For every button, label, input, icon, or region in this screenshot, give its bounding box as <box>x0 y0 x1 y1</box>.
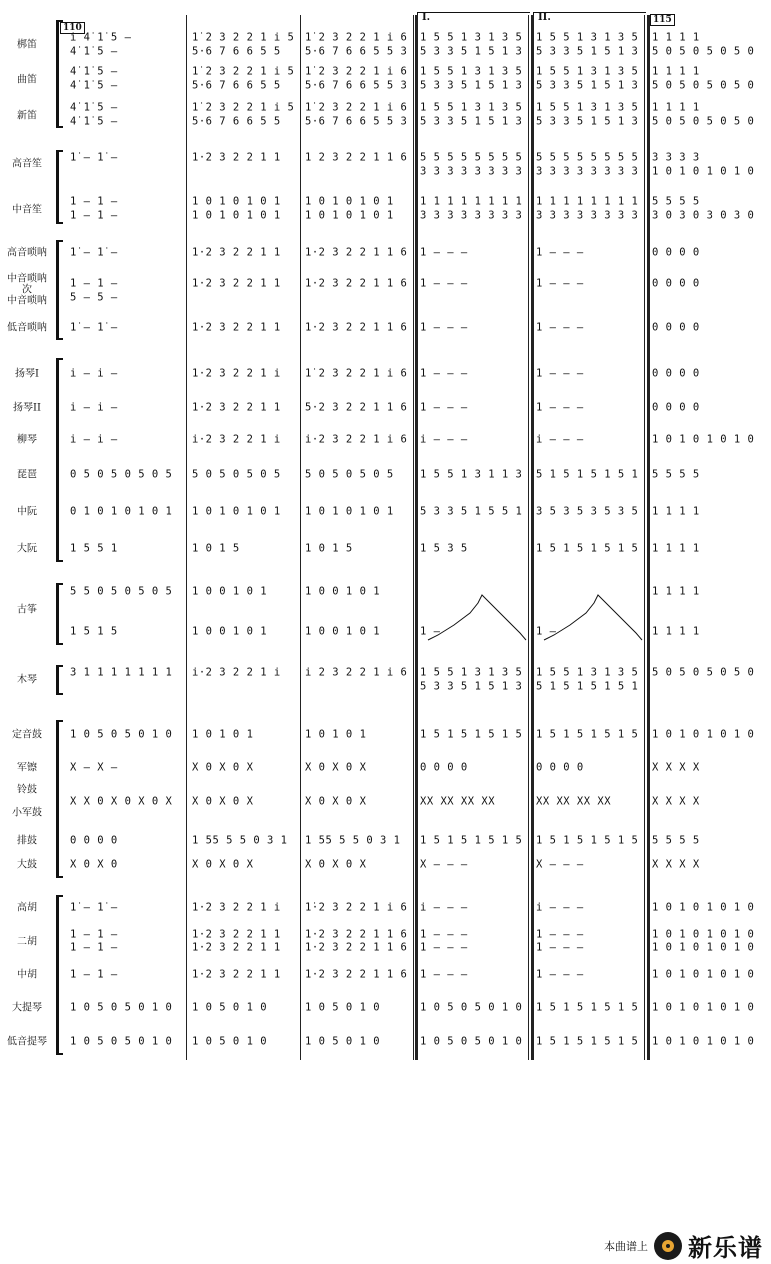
measure-cell-lower: 1 0 0 1 0 1 <box>305 625 381 638</box>
measure-cell-lower: 3 3 3 3 3 3 3 3 <box>420 209 523 222</box>
measure-cell: X 0 X 0 X <box>305 858 367 871</box>
measure-cell-lower: 1 0 1 0 1 0 1 0 <box>652 165 755 178</box>
label-diyin-tiqin: 低音提琴 <box>7 1036 47 1048</box>
measure-cell: 1·2 3 2 2 1 1 <box>192 321 281 334</box>
bracket-plucked-group <box>56 358 59 562</box>
measure-cell: 1 0 1 0 1 0 1 <box>192 505 281 518</box>
measure-cell: 1̇ 2 3 2 2 1 i 5 <box>192 101 295 114</box>
measure-cell-lower: 5 3 3 5 1 5 1 3 <box>420 115 523 128</box>
label-junbo: 军镲 <box>17 762 37 774</box>
measure-cell: X 0 X 0 X <box>305 761 367 774</box>
measure-cell: 1 0 0 1 0 1 <box>192 585 268 598</box>
measure-cell-lower: 4̇ 1̇ 5 — <box>70 79 118 92</box>
measure-cell-lower: 1 — <box>536 625 557 638</box>
measure-cell: 5 5 5 5 5 5 5 5 <box>420 151 523 164</box>
measure-cell: 0 0 0 0 <box>652 367 700 380</box>
rehearsal-mark-110: 110 <box>60 22 85 34</box>
measure-cell: 1 0 5 0 1 0 <box>192 1035 268 1048</box>
label-zhongyin-suona: 中音唢呐 次 中音唢呐 <box>7 273 47 307</box>
measure-cell: 1 — 1 — <box>70 195 118 208</box>
measure-cell-lower: 5·6 7 6 6 5 5 3 <box>305 79 408 92</box>
measure-cell: i — — — <box>420 901 468 914</box>
measure-cell: 1 — — — <box>420 968 468 981</box>
measure-cell: 3 1 1 1 1 1 1 1 <box>70 666 173 679</box>
measure-cell-lower: 5 1 5 1 5 1 5 1 <box>536 680 639 693</box>
measure-cell-lower: 4̇ 1̇ 5 — <box>70 45 118 58</box>
measure-cell: 5 5 0 5 0 5 0 5 <box>70 585 173 598</box>
measure-cell: 0 0 0 0 <box>652 321 700 334</box>
measure-cell: 1 0 1 0 1 0 1 0 <box>652 901 755 914</box>
label-bangdi: 梆笛 <box>17 39 37 51</box>
measure-cell: 5 5 5 5 5 5 5 5 <box>536 151 639 164</box>
measure-cell: 1 0 1 5 <box>305 542 353 555</box>
measure-cell: 1·2 3 2 2 1 1 <box>192 151 281 164</box>
measure-cell: i — — — <box>420 433 468 446</box>
measure-cell-lower: 1 — 1 — <box>70 941 118 954</box>
barline-repeat-end <box>528 15 529 1060</box>
rehearsal-mark-115: 115 <box>650 14 675 26</box>
measure-cell: 1 0 1 0 1 <box>305 728 367 741</box>
measure-cell-lower: 5·6 7 6 6 5 5 <box>192 79 281 92</box>
measure-cell: 1̇ — 1̇ — <box>70 901 118 914</box>
measure-cell: X 0 X 0 X <box>192 858 254 871</box>
measure-cell: i̇ — i̇ — <box>70 401 118 414</box>
measure-cell: 1̇ 2 3 2 2 1 i 6 <box>305 367 408 380</box>
measure-cell-lower: 1 — 1 — <box>70 209 118 222</box>
measure-cell-lower: 5·6 7 6 6 5 5 <box>192 115 281 128</box>
measure-cell: 1̇ 2 3 2 2 1 i 6 <box>305 101 408 114</box>
measure-cell: 1 0 1 0 1 0 1 <box>305 195 394 208</box>
volta-second-ending: II. <box>533 12 646 23</box>
bracket-guzheng <box>56 583 59 645</box>
label-pipa: 琵琶 <box>17 469 37 481</box>
measure-cell: 1 — — — <box>536 401 584 414</box>
barline-repeat-start <box>415 15 418 1060</box>
measure-cell: 1 5 5 1 3 1 3 5 <box>536 65 639 78</box>
measure-cell: 0 5 0 5 0 5 0 5 <box>70 468 173 481</box>
measure-cell: 1̇ 2 3 2 2 1 i 6 <box>305 65 408 78</box>
measure-cell: 1 5 3 5 <box>420 542 468 555</box>
measure-cell: 1·2 3 2 2 1 1 <box>192 968 281 981</box>
measure-cell: 1 — — — <box>420 277 468 290</box>
measure-cell: 1 — — — <box>536 246 584 259</box>
measure-cell-lower: 1 0 1 0 1 0 1 0 <box>652 941 755 954</box>
measure-cell: 1̇ 2 3 2 2 1 i 5 <box>192 65 295 78</box>
measure-cell: 1 1 1 1 <box>652 585 700 598</box>
measure-cell: 1 55 5 5 0 3 1 <box>192 834 288 847</box>
label-xiao-jungu: 小军鼓 <box>12 807 42 819</box>
measure-cell: 1 5 1 5 1 5 1 5 <box>536 1035 639 1048</box>
measure-cell: 1 5 5 1 3 1 3 5 <box>536 101 639 114</box>
label-gaoyin-sheng: 高音笙 <box>12 158 42 170</box>
measure-cell: 1 0 5 0 1 0 <box>305 1001 381 1014</box>
measure-cell: 0 1 0 1 0 1 0 1 <box>70 505 173 518</box>
measure-cell: 1 — — — <box>420 321 468 334</box>
measure-cell: 0 0 0 0 <box>652 401 700 414</box>
measure-cell-lower: 1 0 1 0 1 0 1 <box>192 209 281 222</box>
measure-cell: 0 0 0 0 <box>536 761 584 774</box>
measure-cell: 1 0 1 0 1 0 1 0 <box>652 968 755 981</box>
measure-cell: 1 0 1 0 1 0 1 0 <box>652 1001 755 1014</box>
label-liuqin: 柳琴 <box>17 434 37 446</box>
measure-cell: 4̇ 1̇ 5 — <box>70 65 118 78</box>
label-qudi: 曲笛 <box>17 74 37 86</box>
barline-6 <box>647 15 650 1060</box>
measure-cell: i̇ — i̇ — <box>70 433 118 446</box>
measure-cell: 1 0 1 0 1 0 1 0 <box>652 928 755 941</box>
measure-cell: 1 1 1 1 1 1 1 1 <box>420 195 523 208</box>
measure-cell: 1 5 5 1 <box>70 542 118 555</box>
measure-cell-lower: 5·6 7 6 6 5 5 <box>192 45 281 58</box>
measure-cell: 1 1 1 1 <box>652 505 700 518</box>
label-yangqin-1: 扬琴I <box>15 368 39 380</box>
measure-cell: 1·2 3 2 2 1 1 6 <box>305 928 408 941</box>
measure-cell: 0 0 0 0 <box>420 761 468 774</box>
measure-cell: X X X X <box>652 858 700 871</box>
measure-cell-lower: 5 3 3 5 1 5 1 3 <box>420 680 523 693</box>
measure-cell: 3 3 3 3 <box>652 151 700 164</box>
measure-cell: 1 0 1 0 1 0 1 0 <box>652 1035 755 1048</box>
measure-cell: 1 — — — <box>420 401 468 414</box>
measure-cell-lower: 5 3 3 5 1 5 1 3 <box>420 45 523 58</box>
measure-cell-lower: 5 3 3 5 1 5 1 3 <box>420 79 523 92</box>
barline-1 <box>186 15 187 1060</box>
measure-cell: 5·2 3 2 2 1 1 6 <box>305 401 408 414</box>
measure-cell: 1 0 5 0 5 0 1 0 <box>70 1001 173 1014</box>
measure-cell-lower: 1 5 1 5 <box>70 625 118 638</box>
measure-cell: X — — — <box>536 858 584 871</box>
measure-cell: 1 1 1 1 <box>652 101 700 114</box>
label-zhongruan: 中阮 <box>17 506 37 518</box>
measure-cell: 1 0 5 0 5 0 1 0 <box>420 1001 523 1014</box>
measure-cell: 1 5 5 1 3 1 1 3 <box>420 468 523 481</box>
label-yangqin-2: 扬琴II <box>13 402 41 414</box>
measure-cell: 5 1 5 1 5 1 5 1 <box>536 468 639 481</box>
measure-cell: 1 — — — <box>536 367 584 380</box>
site-logo: 新乐谱 <box>688 1234 763 1262</box>
measure-cell-lower: 5 0 5 0 5 0 5 0 <box>652 45 755 58</box>
measure-cell: 1 — — — <box>536 321 584 334</box>
measure-cell: 1 0 5 0 1 0 <box>305 1035 381 1048</box>
measure-cell: i·2 3 2 2 1 i <box>192 433 281 446</box>
measure-cell: 1 — 1 — <box>70 968 118 981</box>
measure-cell: 1 0 1 0 1 0 1 0 <box>652 433 755 446</box>
measure-cell: 1·2 3 2 2 1 i <box>192 901 281 914</box>
measure-cell: 1 5 1 5 1 5 1 5 <box>420 728 523 741</box>
measure-cell: i·2 3 2 2 1 i 6 <box>305 433 408 446</box>
measure-cell: 1 — — — <box>420 367 468 380</box>
measure-cell-lower: 4̇ 1̇ 5 — <box>70 115 118 128</box>
guzheng-glissando-1 <box>418 585 528 647</box>
measure-cell: XX XX XX XX <box>536 795 612 808</box>
measure-cell-lower: 3 3 3 3 3 3 3 3 <box>420 165 523 178</box>
measure-cell-lower: 3 0 3 0 3 0 3 0 <box>652 209 755 222</box>
volta-first-ending: I. <box>417 12 530 23</box>
measure-cell: 0 0 0 0 <box>70 834 118 847</box>
bracket-percussion-group <box>56 720 59 878</box>
label-diyin-suona: 低音唢呐 <box>7 322 47 334</box>
measure-cell: 5 5 5 5 <box>652 834 700 847</box>
measure-cell-lower: 1 0 1 0 1 0 1 <box>305 209 394 222</box>
measure-cell: 0 0 0 0 <box>652 246 700 259</box>
measure-cell: 1 — — — <box>536 968 584 981</box>
measure-cell: 5 5 5 5 <box>652 195 700 208</box>
measure-cell: 5 0 5 0 5 0 5 <box>192 468 281 481</box>
measure-cell-lower: 1·2 3 2 2 1 1 6 <box>305 941 408 954</box>
barline-2 <box>300 15 301 1060</box>
measure-cell: 5 5 5 5 <box>652 468 700 481</box>
measure-cell: X X X X <box>652 795 700 808</box>
barline-3 <box>413 15 414 1060</box>
measure-cell: 1 5 1 5 1 5 1 5 <box>536 1001 639 1014</box>
measure-cell: 1·2 3 2 2 1 1 <box>192 246 281 259</box>
measure-cell: 1 0 1 0 1 0 1 0 <box>652 728 755 741</box>
measure-cell-lower: 5 0 5 0 5 0 5 0 <box>652 79 755 92</box>
measure-cell: 1 — 1 — <box>70 277 118 290</box>
measure-cell-lower: 5 3 3 5 1 5 1 3 <box>536 45 639 58</box>
measure-cell: 5 0 5 0 5 0 5 0 <box>652 666 755 679</box>
measure-cell: 1̇ 2 3 2 2 1 i 6 <box>305 31 408 44</box>
measure-cell: X 0 X 0 <box>70 858 118 871</box>
measure-cell: 1·2 3 2 2 1 1 <box>192 277 281 290</box>
measure-cell-lower: 1·2 3 2 2 1 1 <box>192 941 281 954</box>
measure-cell: 1 5 1 5 1 5 1 5 <box>536 542 639 555</box>
measure-cell: 5 0 5 0 5 0 5 <box>305 468 394 481</box>
label-dagu: 大鼓 <box>17 859 37 871</box>
measure-cell-lower: 5 — 5 — <box>70 291 118 304</box>
measure-cell: 1 — — — <box>536 277 584 290</box>
measure-cell: 1 — — — <box>420 246 468 259</box>
label-linggu: 铃鼓 <box>17 784 37 796</box>
measure-cell: 1·2 3 2 2 1 1 6 <box>305 246 408 259</box>
measure-cell: 1̇ — 1̇ — <box>70 321 118 334</box>
measure-cell: i 2 3 2 2 1 i 6 <box>305 666 408 679</box>
measure-cell: 1 2 3 2 2 1 1 6 <box>305 151 408 164</box>
bracket-suona-group <box>56 240 59 340</box>
measure-cell: 1̇ — 1̇ — <box>70 246 118 259</box>
measure-cell: X — X — <box>70 761 118 774</box>
measure-cell: 1 5 5 1 3 1 3 5 <box>536 666 639 679</box>
measure-cell: X X X X <box>652 761 700 774</box>
measure-cell-lower: 5 0 5 0 5 0 5 0 <box>652 115 755 128</box>
measure-cell: 3 5 3 5 3 5 3 5 <box>536 505 639 518</box>
measure-cell-lower: 5·6 7 6 6 5 5 3 <box>305 115 408 128</box>
measure-cell: 1 5 5 1 3 1 3 5 <box>420 101 523 114</box>
measure-cell: 1 0 5 0 1 0 <box>192 1001 268 1014</box>
label-datiqin: 大提琴 <box>12 1002 42 1014</box>
measure-cell: i — — — <box>536 901 584 914</box>
measure-cell: 1̇·2 3 2 2 1 i 6 <box>305 901 408 914</box>
measure-cell: 0 0 0 0 <box>652 277 700 290</box>
measure-cell-lower: 1 — <box>420 625 441 638</box>
measure-cell: i·2 3 2 2 1 i <box>192 666 281 679</box>
measure-cell: 1 0 5 0 5 0 1 0 <box>420 1035 523 1048</box>
measure-cell: 1 — — — <box>420 928 468 941</box>
measure-cell: i̇ 4̇ 1̇ 5 — <box>70 31 132 44</box>
measure-cell: 1 — 1 — <box>70 928 118 941</box>
label-paigu: 排鼓 <box>17 835 37 847</box>
measure-cell-lower: 5 3 3 5 1 5 1 3 <box>536 79 639 92</box>
bracket-dizi-group <box>56 20 59 128</box>
measure-cell: 1 — — — <box>536 928 584 941</box>
measure-cell: 1·2 3 2 2 1 1 6 <box>305 277 408 290</box>
measure-cell-lower: 1 — — — <box>420 941 468 954</box>
measure-cell-lower: 3 3 3 3 3 3 3 3 <box>536 165 639 178</box>
measure-cell: 1 0 1 0 1 0 1 <box>192 195 281 208</box>
bracket-sheng-group <box>56 150 59 224</box>
measure-cell: 1 1 1 1 <box>652 542 700 555</box>
measure-cell-lower: 1 1 1 1 <box>652 625 700 638</box>
bracket-muqin <box>56 665 59 695</box>
barline-5 <box>644 15 645 1060</box>
measure-cell: 1̇ 2 3 2 2 1 i 5 <box>192 31 295 44</box>
guzheng-glissando-2 <box>534 585 644 647</box>
measure-cell: 1 5 1 5 1 5 1 5 <box>536 728 639 741</box>
label-dingyin-gu: 定音鼓 <box>12 729 42 741</box>
label-gaohu: 高胡 <box>17 902 37 914</box>
label-guzheng: 古筝 <box>17 604 37 616</box>
measure-cell: 1·2 3 2 2 1 1 <box>192 401 281 414</box>
barline-repeat-start-2 <box>531 15 534 1060</box>
measure-cell: 1 5 5 1 3 1 3 5 <box>420 666 523 679</box>
measure-cell: X — — — <box>420 858 468 871</box>
measure-cell: 1·2 3 2 2 1 i <box>192 367 281 380</box>
measure-cell: X 0 X 0 X <box>192 761 254 774</box>
measure-cell: i̇ — i̇ — <box>70 367 118 380</box>
measure-cell: 1 5 5 1 3 1 3 5 <box>420 31 523 44</box>
measure-cell: 1 0 1 0 1 <box>192 728 254 741</box>
watermark-footer <box>604 1228 763 1263</box>
measure-cell-lower: 5·6 7 6 6 5 5 3 <box>305 45 408 58</box>
measure-cell: 1 0 1 5 <box>192 542 240 555</box>
measure-cell: 1·2 3 2 2 1 1 <box>192 928 281 941</box>
measure-cell: XX XX XX XX <box>420 795 496 808</box>
measure-cell: X 0 X 0 X <box>192 795 254 808</box>
label-xindi: 新笛 <box>17 110 37 122</box>
bracket-bowed-group <box>56 895 59 1055</box>
measure-cell: 1·2 3 2 2 1 1 6 <box>305 968 408 981</box>
measure-cell: 1 1 1 1 1 1 1 1 <box>536 195 639 208</box>
measure-cell: 1 0 1 0 1 0 1 <box>305 505 394 518</box>
measure-cell: 5 3 3 5 1 5 5 1 <box>420 505 523 518</box>
label-gaoyin-suona: 高音唢呐 <box>7 247 47 259</box>
measure-cell: 1 5 5 1 3 1 3 5 <box>420 65 523 78</box>
measure-cell: 1 55 5 5 0 3 1 <box>305 834 401 847</box>
label-daruan: 大阮 <box>17 543 37 555</box>
measure-cell: 1 1 1 1 <box>652 31 700 44</box>
measure-cell: X X 0 X 0 X 0 X <box>70 795 173 808</box>
label-muqin: 木琴 <box>17 674 37 686</box>
measure-cell-lower: 1 0 0 1 0 1 <box>192 625 268 638</box>
label-erhu: 二胡 <box>17 936 37 948</box>
measure-cell: X 0 X 0 X <box>305 795 367 808</box>
measure-cell: 4̇ 1̇ 5 — <box>70 101 118 114</box>
label-zhonghu: 中胡 <box>17 969 37 981</box>
label-zhongyin-sheng: 中音笙 <box>12 204 42 216</box>
measure-cell: 1̇ — 1̇ — <box>70 151 118 164</box>
vinyl-record-icon <box>654 1232 682 1260</box>
measure-cell: i — — — <box>536 433 584 446</box>
measure-cell: 1·2 3 2 2 1 1 6 <box>305 321 408 334</box>
measure-cell: 1 0 5 0 5 0 1 0 <box>70 728 173 741</box>
measure-cell: 1 0 0 1 0 1 <box>305 585 381 598</box>
measure-cell: 1 5 1 5 1 5 1 5 <box>536 834 639 847</box>
measure-cell: 1 0 5 0 5 0 1 0 <box>70 1035 173 1048</box>
footer-text: 本曲谱上 <box>604 1240 648 1253</box>
measure-cell-lower: 5 3 3 5 1 5 1 3 <box>536 115 639 128</box>
measure-cell-lower: 3 3 3 3 3 3 3 3 <box>536 209 639 222</box>
measure-cell: 1 5 1 5 1 5 1 5 <box>420 834 523 847</box>
measure-cell: 1 1 1 1 <box>652 65 700 78</box>
measure-cell-lower: 1 — — — <box>536 941 584 954</box>
measure-cell: 1 5 5 1 3 1 3 5 <box>536 31 639 44</box>
